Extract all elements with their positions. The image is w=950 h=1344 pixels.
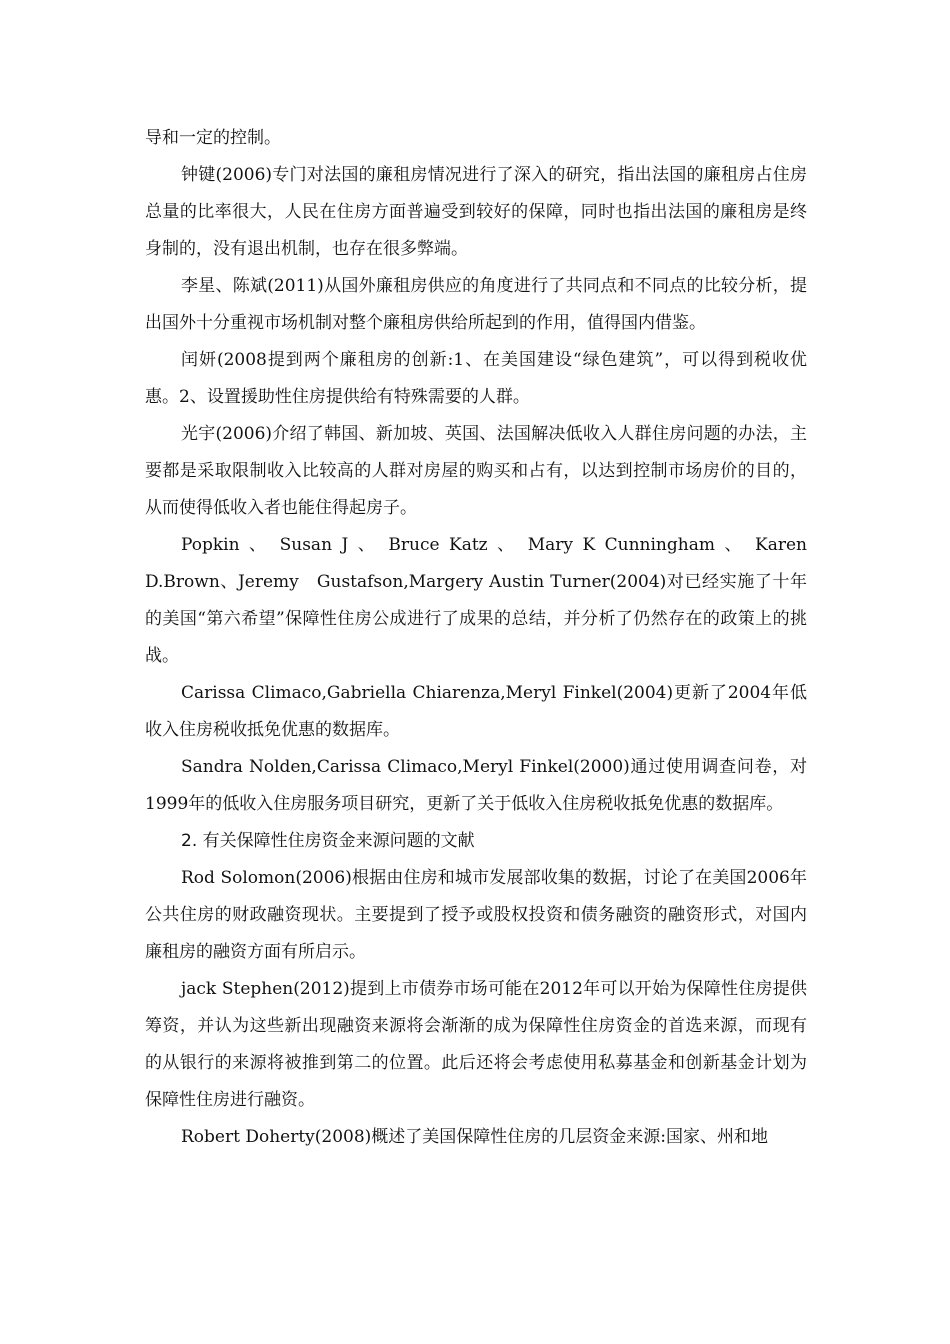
paragraph: 李星、陈斌(2011)从国外廉租房供应的角度进行了共同点和不同点的比较分析，提出国外十分重视市场机制对整个廉租房供给所起到的作用，值得国内借鉴。 xyxy=(145,276,807,333)
paragraph: Rod Solomon(2006)根据由住房和城市发展部收集的数据，讨论了在美国2006年公共住房的财政融资现状。主要提到了授予或股权投资和债务融资的融资形式，对国内廉租房的融资方面有所启示。 xyxy=(145,868,807,962)
paragraph: Popkin 、 Susan J 、 Bruce Katz 、 Mary K Cunningham 、 Karen D.Brown、Jeremy Gustafson,Margery Austin Turner(2004)对已经实施了十年的美国“第六希望”保障性住房公成进行了成果的总结，并分析了仍然存在的政策上的挑战。 xyxy=(145,535,807,666)
document-body xyxy=(145,120,807,1156)
paragraph: Sandra Nolden,Carissa Climaco,Meryl Finkel(2000)通过使用调查问卷，对1999年的低收入住房服务项目研究，更新了关于低收入住房税收抵免优惠的数据库。 xyxy=(145,757,807,814)
paragraph: 导和一定的控制。 xyxy=(145,128,281,148)
section-heading: 2. 有关保障性住房资金来源问题的文献 xyxy=(181,831,475,851)
paragraph: 光宇(2006)介绍了韩国、新加坡、英国、法国解决低收入人群住房问题的办法，主要都是采取限制收入比较高的人群对房屋的购买和占有，以达到控制市场房价的目的，从而使得低收入者也能住得起房子。 xyxy=(145,424,807,518)
paragraph: 钟键(2006)专门对法国的廉租房情况进行了深入的研究，指出法国的廉租房占住房总量的比率很大，人民在住房方面普遍受到较好的保障，同时也指出法国的廉租房是终身制的，没有退出机制，也存在很多弊端。 xyxy=(145,165,807,259)
paragraph: Carissa Climaco,Gabriella Chiarenza,Meryl Finkel(2004)更新了2004年低收入住房税收抵免优惠的数据库。 xyxy=(145,683,807,740)
paragraph: jack Stephen(2012)提到上市债券市场可能在2012年可以开始为保障性住房提供筹资，并认为这些新出现融资来源将会渐渐的成为保障性住房资金的首选来源，而现有的从银行的来源将被推到第二的位置。此后还将会考虑使用私募基金和创新基金计划为保障性住房进行融资。 xyxy=(145,979,807,1110)
paragraph: Robert Doherty(2008)概述了美国保障性住房的几层资金来源:国家、州和地 xyxy=(181,1127,769,1147)
paragraph: 闰妍(2008提到两个廉租房的创新:1、在美国建设“绿色建筑”，可以得到税收优惠。2、设置援助性住房提供给有特殊需要的人群。 xyxy=(145,350,807,407)
